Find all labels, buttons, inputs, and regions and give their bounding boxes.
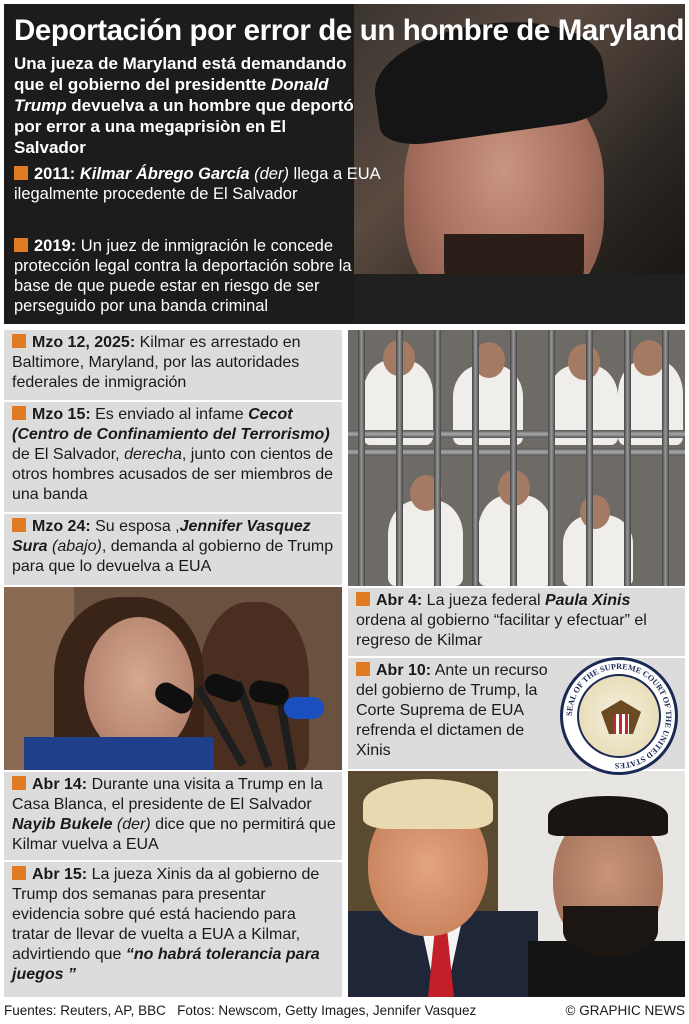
item-text: Kilmar es arrestado en Baltimore, Maryland, por las autoridades federales de inmigración [12, 334, 301, 391]
item-emphasis: Nayib Bukele [12, 816, 113, 833]
item-date: Abr 15: [32, 866, 88, 883]
item-italic: (der) [112, 816, 151, 833]
timeline-item-abr4 [348, 588, 685, 656]
item-emphasis: Cecot (Centro de Confinamiento del Terrorismo) [12, 406, 330, 443]
item-text-2: , demanda al gobierno de Trump para que lo devuelva a EUA [12, 538, 334, 575]
cell-bar [662, 330, 669, 586]
item-emphasis: Paula Xinis [544, 592, 631, 609]
item-date: 2011: [34, 165, 76, 183]
item-text-3: , junto con cientos de otros hombres acusados de ser miembros de una banda [12, 446, 334, 503]
cell-bar [510, 330, 517, 586]
item-date: Abr 14: [32, 776, 88, 793]
cell-bar [586, 330, 593, 586]
item-italic: (abajo) [47, 538, 102, 555]
bullet-square-icon [356, 592, 370, 606]
cell-bar [624, 330, 631, 586]
timeline-item-mzo15 [4, 402, 342, 512]
supreme-court-seal [560, 657, 678, 775]
timeline-item-mzo24 [4, 514, 342, 585]
cell-bar [358, 330, 365, 586]
item-text-2: de El Salvador, [12, 446, 125, 463]
item-date: Abr 4: [376, 592, 423, 609]
bullet-square-icon [12, 334, 26, 348]
bullet-square-icon [12, 518, 26, 532]
seal-lettering [563, 660, 675, 772]
inmate-head [580, 495, 610, 529]
header-panel [4, 4, 685, 324]
bullet-square-icon [12, 866, 26, 880]
cell-bar [434, 330, 441, 586]
item-text: Ante un recurso del gobierno de Trump, la Corte Suprema de EUA refrenda el dictamen de Xinis [356, 662, 548, 759]
item-text: Un juez de inmigración le concede protección legal contra la deportación sobre la base de que puede estar en riesgo de ser perseguido por una banda criminal [14, 237, 352, 315]
cell-bar [472, 330, 479, 586]
item-date: Mzo 15: [32, 406, 91, 423]
item-emphasis: Jennifer Vasquez Sura [12, 518, 311, 555]
history-item-2011 [14, 164, 389, 204]
lead-name: Donald Trump [14, 75, 329, 115]
footer [4, 999, 685, 1021]
item-text-2: dice que no permitirá que Kilmar vuelva a EUA [12, 816, 336, 853]
bukele-beard [563, 906, 658, 956]
bukele-hair [548, 796, 668, 836]
history-item-2019 [14, 236, 389, 316]
bullet-square-icon [12, 776, 26, 790]
item-text-2: ordena al gobierno “facilitar y efectuar” el regreso de Kilmar [356, 612, 647, 649]
item-text-1: La jueza Xinis da al gobierno de Trump dos semanas para presentar evidencia sobre qué está haciendo para tratar de llevar de vuelta a EUA a Kilmar, advirtiendo que [12, 866, 320, 963]
cell-bar [548, 330, 555, 586]
wife-top [24, 737, 214, 770]
item-text-1: Su esposa , [90, 518, 180, 535]
item-text: llega a EUA ilegalmente procedente de El Salvador [14, 165, 380, 203]
lead-text-2: devuelva a un hombre que deportó por error a una megaprisiòn en El Salvador [14, 96, 354, 157]
item-date: Mzo 24: [32, 518, 91, 535]
item-date: 2019: [34, 237, 77, 255]
bullet-square-icon [356, 662, 370, 676]
item-italic: derecha [124, 446, 182, 463]
lead-text-1: Una jueza de Maryland está demandando que el gobierno del presidentte [14, 54, 347, 94]
cell-bar [396, 330, 403, 586]
inmate-head [633, 340, 665, 376]
bullet-square-icon [14, 166, 28, 180]
item-text-1: Es enviado al infame [90, 406, 249, 423]
timeline-item-abr14 [4, 772, 342, 860]
trump-bukele-photo [348, 771, 685, 997]
trump-hair [363, 779, 493, 829]
item-text-1: La jueza federal [422, 592, 545, 609]
inmate-head [568, 344, 600, 380]
item-date: Abr 10: [376, 662, 432, 679]
kilmar-shoulders [354, 274, 685, 324]
lead-paragraph [14, 53, 354, 158]
seal-text: SEAL OF THE SUPREME COURT OF THE UNITED STATES [564, 661, 674, 771]
item-text-1: Durante una visita a Trump en la Casa Blanca, el presidente de El Salvador [12, 776, 323, 813]
item-note: (der) [249, 165, 289, 183]
sources-credit: Fuentes: Reuters, AP, BBC Fotos: Newscom, Getty Images, Jennifer Vasquez [4, 1002, 477, 1018]
item-emphasis: “no habrá tolerancia para juegos ” [12, 946, 320, 983]
item-name: Kilmar Ábrego García [75, 165, 250, 183]
cecot-prison-photo [348, 330, 685, 586]
kilmar-photo [354, 4, 685, 324]
page-title: Deportación por error de un hombre de Maryland [14, 14, 685, 47]
timeline-item-abr15 [4, 862, 342, 997]
graphic-news-credit: © GRAPHIC NEWS [565, 1002, 685, 1018]
microphone-icon [284, 697, 324, 719]
jennifer-vasquez-photo [4, 587, 342, 770]
item-date: Mzo 12, 2025: [32, 334, 136, 351]
bullet-square-icon [12, 406, 26, 420]
timeline-item-mzo12 [4, 330, 342, 400]
bullet-square-icon [14, 238, 28, 252]
